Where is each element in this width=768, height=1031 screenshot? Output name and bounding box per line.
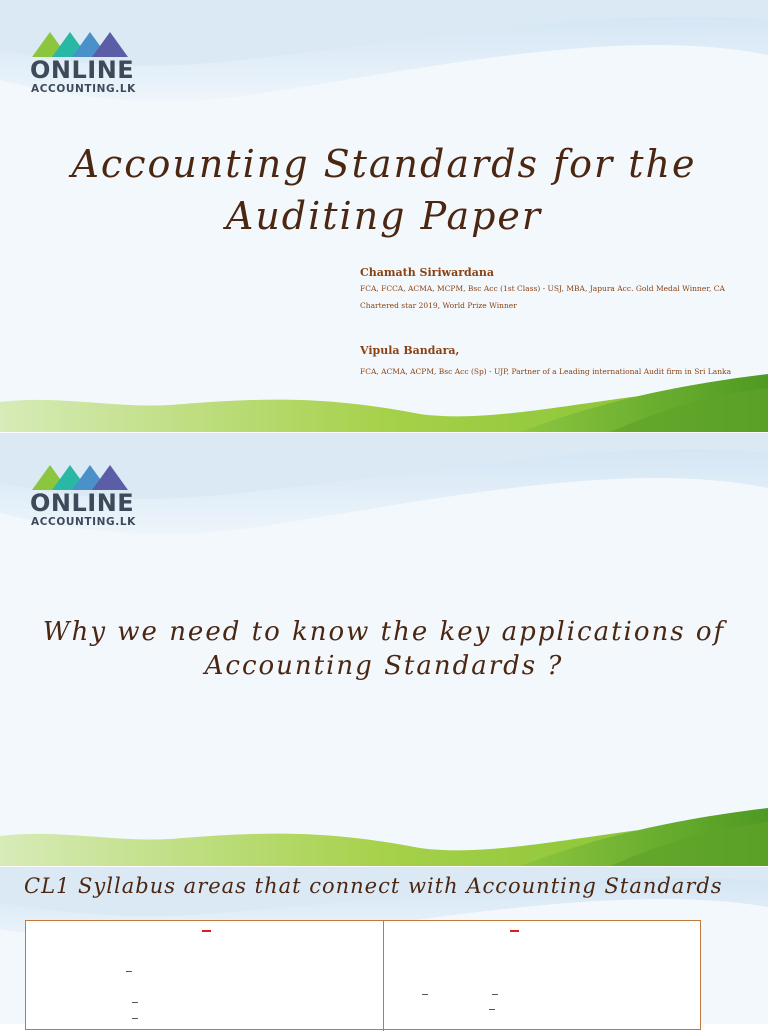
column-header-marker-1 <box>202 930 211 932</box>
brand-logo[interactable] <box>30 463 134 531</box>
table-row-marker <box>489 1009 495 1010</box>
table-column-divider <box>383 921 384 1031</box>
author-name-1: Chamath Siriwardana <box>360 266 494 279</box>
table-row-marker <box>126 971 132 972</box>
logo-subtext: ACCOUNTING.LK <box>31 516 136 528</box>
author-credentials-1: FCA, FCCA, ACMA, MCPM, Bsc Acc (1st Class) - USJ, MBA, Japura Acc. Gold Medal Winner, CA Chartered star 2019, World Prize Winner <box>360 284 725 310</box>
table-row-marker <box>132 1018 138 1019</box>
author-name-2: Vipula Bandara, <box>360 344 460 357</box>
logo-wordmark: ONLINE <box>30 489 135 517</box>
syllabus-heading: CL1 Syllabus areas that connect with Accounting Standards <box>24 874 723 898</box>
author-credentials-2: FCA, ACMA, ACPM, Bsc Acc (Sp) - UJP, Partner of a Leading international Audit firm in Sri Lanka <box>360 367 732 376</box>
question-heading: Why we need to know the key applications of Accounting Standards ? <box>42 617 726 681</box>
column-header-marker-2 <box>510 930 519 932</box>
slide-title-heading: Accounting Standards for the Auditing Paper <box>71 142 697 238</box>
mountain-logo-icon <box>30 30 130 58</box>
table-row-marker <box>492 994 498 995</box>
slide-title <box>0 0 768 432</box>
syllabus-table <box>25 920 701 1030</box>
table-row-marker <box>422 994 428 995</box>
brand-logo[interactable] <box>30 30 134 98</box>
table-row-marker <box>132 1002 138 1003</box>
logo-subtext: ACCOUNTING.LK <box>31 83 136 95</box>
logo-wordmark: ONLINE <box>30 56 135 84</box>
mountain-logo-icon <box>30 463 130 491</box>
